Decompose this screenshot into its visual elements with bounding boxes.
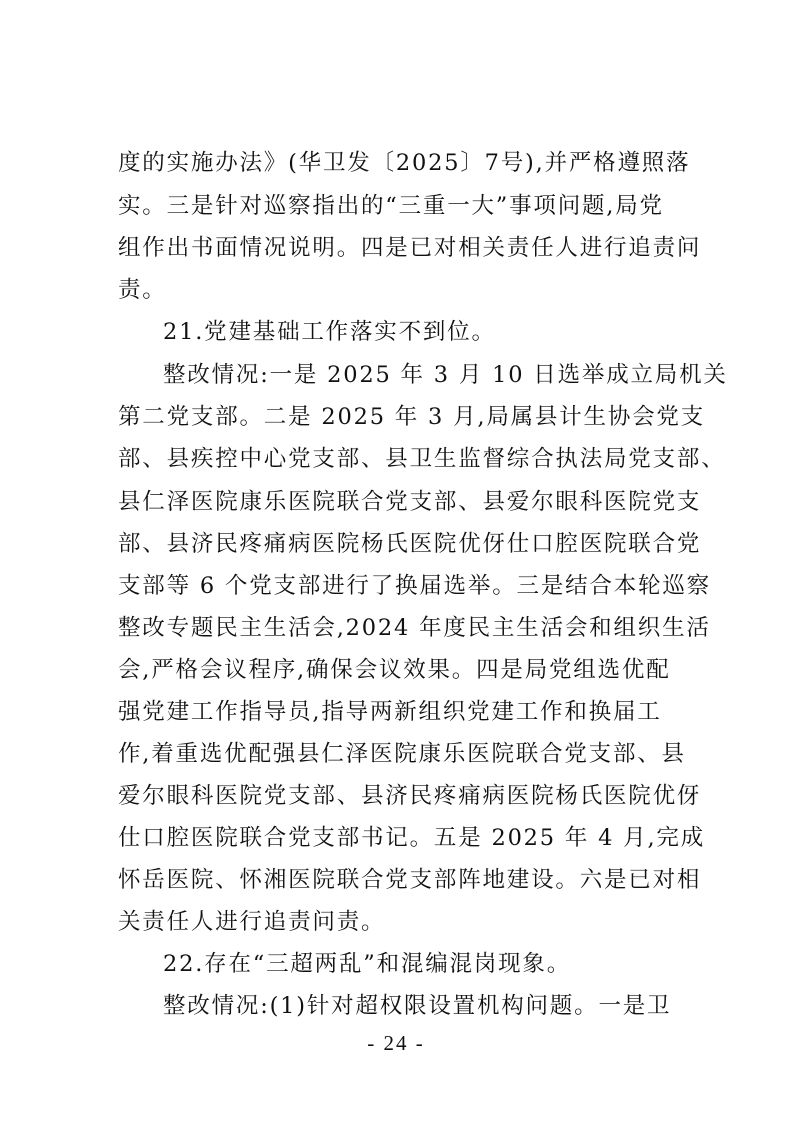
body-text-line: 会,严格会议程序,确保会议效果。四是局党组选优配 xyxy=(118,657,671,683)
body-text-line: 第二党支部。二是 2025 年 3 月,局属县计生协会党支 xyxy=(118,404,706,430)
body-text-line: 支部等 6 个党支部进行了换届选举。三是结合本轮巡察 xyxy=(118,573,711,599)
body-text-line: 整改专题民主生活会,2024 年度民主生活会和组织生活 xyxy=(118,615,711,641)
body-text-line: 整改情况:(1)针对超权限设置机构问题。一是卫 xyxy=(163,993,672,1019)
body-text-line: 县仁泽医院康乐医院联合党支部、县爱尔眼科医院党支 xyxy=(118,489,702,515)
body-text-line: 整改情况:一是 2025 年 3 月 10 日选举成立局机关 xyxy=(163,362,728,388)
body-text-line: 仕口腔医院联合党支部书记。五是 2025 年 4 月,完成 xyxy=(118,825,706,851)
body-text-line: 实。三是针对巡察指出的“三重一大”事项问题,局党 xyxy=(118,193,664,219)
body-text-line: 强党建工作指导员,指导两新组织党建工作和换届工 xyxy=(118,699,662,725)
body-text-line: 关责任人进行追责问责。 xyxy=(118,909,386,935)
section-heading-21: 21.党建基础工作落实不到位。 xyxy=(163,319,496,345)
body-text-line: 组作出书面情况说明。四是已对相关责任人进行追责问 xyxy=(118,235,702,261)
body-text-line: 责。 xyxy=(118,277,167,303)
section-heading-22: 22.存在“三超两乱”和混编混岗现象。 xyxy=(163,951,571,977)
body-text-line: 度的实施办法》(华卫发〔2025〕7号),并严格遵照落 xyxy=(118,150,691,176)
page-number: - 24 - xyxy=(367,1031,425,1055)
body-text-line: 怀岳医院、怀湘医院联合党支部阵地建设。六是已对相 xyxy=(118,867,702,893)
body-text-line: 爱尔眼科医院党支部、县济民疼痛病医院杨氏医院优伢 xyxy=(118,783,702,809)
body-text-line: 部、县疾控中心党支部、县卫生监督综合执法局党支部、 xyxy=(118,446,726,472)
body-text-line: 作,着重选优配强县仁泽医院康乐医院联合党支部、县 xyxy=(118,741,686,767)
body-text-line: 部、县济民疼痛病医院杨氏医院优伢仕口腔医院联合党 xyxy=(118,531,702,557)
